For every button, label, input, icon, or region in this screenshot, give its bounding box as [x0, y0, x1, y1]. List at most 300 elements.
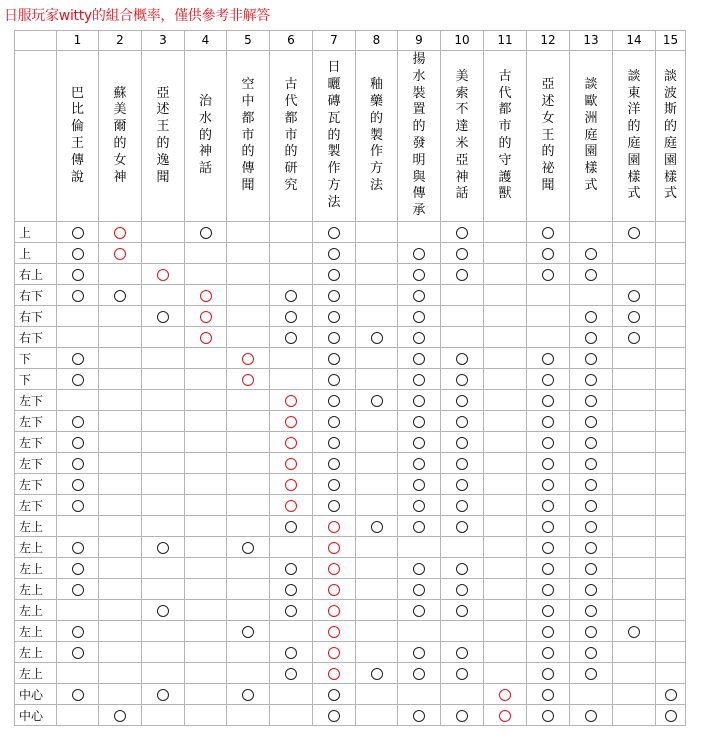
table-cell [570, 600, 613, 621]
circle-icon [72, 353, 84, 365]
circle-icon [456, 437, 468, 449]
table-cell [142, 600, 185, 621]
table-cell [142, 390, 185, 411]
table-cell [99, 411, 142, 432]
table-cell [270, 369, 313, 390]
row-label: 下 [15, 369, 57, 390]
table-cell [142, 327, 185, 348]
table-cell [227, 579, 270, 600]
column-number: 9 [398, 31, 441, 51]
column-number: 12 [527, 31, 570, 51]
table-cell [270, 684, 313, 705]
circle-icon [328, 689, 340, 701]
table-cell [398, 516, 441, 537]
table-cell [613, 579, 656, 600]
table-cell [313, 369, 356, 390]
table-cell [185, 327, 227, 348]
table-cell [57, 285, 99, 306]
column-name-text: 日曬磚瓦的製作方法 [327, 60, 341, 210]
circle-icon [371, 521, 383, 533]
table-cell [185, 264, 227, 285]
table-cell [484, 285, 527, 306]
table-cell [227, 348, 270, 369]
table-cell [527, 243, 570, 264]
table-cell [356, 537, 398, 558]
circle-icon [157, 605, 169, 617]
column-name-row [15, 51, 686, 222]
table-cell [441, 285, 484, 306]
table-cell [313, 243, 356, 264]
table-cell [527, 684, 570, 705]
column-name [185, 51, 227, 222]
table-cell [613, 348, 656, 369]
circle-icon [328, 500, 340, 512]
circle-icon [328, 353, 340, 365]
table-cell [613, 642, 656, 663]
circle-icon [413, 269, 425, 281]
column-name-text: 蘇美爾的女神 [113, 85, 127, 185]
table-cell [142, 516, 185, 537]
circle-icon [371, 395, 383, 407]
circle-icon [328, 248, 340, 260]
column-name-text: 亞述女王的祕聞 [541, 77, 555, 193]
table-cell [313, 600, 356, 621]
table-cell [570, 684, 613, 705]
table-row [15, 579, 686, 600]
table-cell [484, 432, 527, 453]
circle-icon [371, 332, 383, 344]
table-cell [270, 705, 313, 726]
table-cell [613, 390, 656, 411]
table-cell [441, 558, 484, 579]
table-cell [270, 285, 313, 306]
table-cell [313, 222, 356, 243]
circle-icon [413, 479, 425, 491]
table-cell [313, 663, 356, 684]
circle-icon [200, 227, 212, 239]
column-name [484, 51, 527, 222]
table-cell [57, 243, 99, 264]
table-cell [570, 621, 613, 642]
page-title: 日服玩家witty的組合概率，僅供參考非解答 [4, 8, 271, 24]
table-cell [656, 390, 686, 411]
circle-icon [542, 584, 554, 596]
circle-icon [328, 416, 340, 428]
circle-icon [456, 248, 468, 260]
table-cell [99, 327, 142, 348]
table-cell [484, 453, 527, 474]
table-cell [270, 621, 313, 642]
table-cell [356, 264, 398, 285]
table-cell [613, 327, 656, 348]
row-label: 左上 [15, 663, 57, 684]
circle-icon [413, 500, 425, 512]
table-cell [57, 516, 99, 537]
table-cell [441, 222, 484, 243]
table-cell [527, 621, 570, 642]
table-cell [656, 285, 686, 306]
table-cell [356, 432, 398, 453]
table-cell [313, 579, 356, 600]
table-cell [656, 243, 686, 264]
circle-icon [72, 227, 84, 239]
circle-icon [585, 374, 597, 386]
table-cell [613, 453, 656, 474]
red-circle-icon [328, 584, 340, 596]
table-cell [527, 285, 570, 306]
column-number: 5 [227, 31, 270, 51]
table-cell [57, 369, 99, 390]
table-row [15, 432, 686, 453]
table-cell [656, 432, 686, 453]
circle-icon [542, 395, 554, 407]
table-cell [441, 705, 484, 726]
row-label: 上 [15, 243, 57, 264]
table-cell [398, 495, 441, 516]
table-cell [398, 642, 441, 663]
table-cell [484, 642, 527, 663]
circle-icon [413, 458, 425, 470]
circle-icon [328, 311, 340, 323]
red-circle-icon [157, 269, 169, 281]
table-cell [356, 558, 398, 579]
circle-icon [585, 605, 597, 617]
table-cell [185, 411, 227, 432]
column-name [613, 51, 656, 222]
circle-icon [542, 710, 554, 722]
table-cell [270, 390, 313, 411]
table-cell [99, 432, 142, 453]
table-cell [656, 600, 686, 621]
circle-icon [542, 227, 554, 239]
circle-icon [542, 416, 554, 428]
circle-icon [628, 227, 640, 239]
column-name-text: 談波斯的庭園樣式 [663, 68, 677, 202]
table-cell [57, 432, 99, 453]
table-cell [527, 663, 570, 684]
circle-icon [585, 584, 597, 596]
table-cell [527, 306, 570, 327]
red-circle-icon [328, 563, 340, 575]
row-label: 右下 [15, 285, 57, 306]
table-cell [99, 264, 142, 285]
circle-icon [285, 290, 297, 302]
circle-icon [328, 437, 340, 449]
table-cell [356, 600, 398, 621]
table-cell [441, 474, 484, 495]
circle-icon [72, 437, 84, 449]
table-cell [313, 348, 356, 369]
table-cell [99, 390, 142, 411]
table-cell [613, 243, 656, 264]
table-row [15, 474, 686, 495]
column-number: 1 [57, 31, 99, 51]
column-name [656, 51, 686, 222]
circle-icon [413, 353, 425, 365]
table-cell [270, 243, 313, 264]
table-cell [527, 558, 570, 579]
circle-icon [456, 521, 468, 533]
table-cell [99, 306, 142, 327]
table-cell [613, 222, 656, 243]
table-cell [185, 537, 227, 558]
circle-icon [456, 584, 468, 596]
table-cell [398, 705, 441, 726]
table-cell [656, 579, 686, 600]
table-cell [142, 579, 185, 600]
table-cell [656, 621, 686, 642]
table-cell [313, 285, 356, 306]
circle-icon [285, 647, 297, 659]
table-cell [656, 495, 686, 516]
column-number: 8 [356, 31, 398, 51]
table-cell [185, 579, 227, 600]
table-cell [484, 474, 527, 495]
circle-icon [72, 248, 84, 260]
table-cell [356, 327, 398, 348]
table-cell [441, 348, 484, 369]
table-cell [99, 222, 142, 243]
column-number: 13 [570, 31, 613, 51]
circle-icon [157, 542, 169, 554]
circle-icon [413, 395, 425, 407]
table-cell [527, 432, 570, 453]
circle-icon [72, 416, 84, 428]
table-cell [142, 558, 185, 579]
table-cell [227, 684, 270, 705]
circle-icon [242, 542, 254, 554]
circle-icon [542, 563, 554, 575]
table-cell [356, 453, 398, 474]
circle-icon [542, 353, 554, 365]
table-cell [185, 306, 227, 327]
table-cell [398, 390, 441, 411]
table-cell [185, 684, 227, 705]
table-cell [185, 621, 227, 642]
circle-icon [157, 311, 169, 323]
table-cell [527, 495, 570, 516]
row-label: 右下 [15, 327, 57, 348]
circle-icon [413, 416, 425, 428]
column-number: 11 [484, 31, 527, 51]
table-cell [484, 306, 527, 327]
column-name-text: 巴比倫王傳說 [70, 85, 84, 185]
circle-icon [665, 689, 677, 701]
circle-icon [585, 332, 597, 344]
table-cell [398, 684, 441, 705]
column-name-text: 治水的神話 [198, 94, 212, 177]
circle-icon [542, 479, 554, 491]
table-cell [185, 495, 227, 516]
table-cell [99, 348, 142, 369]
table-cell [270, 600, 313, 621]
circle-icon [585, 248, 597, 260]
column-number: 7 [313, 31, 356, 51]
circle-icon [285, 668, 297, 680]
table-cell [613, 600, 656, 621]
circle-icon [72, 542, 84, 554]
circle-icon [456, 416, 468, 428]
circle-icon [72, 458, 84, 470]
circle-icon [542, 458, 554, 470]
table-cell [441, 390, 484, 411]
table-cell [185, 432, 227, 453]
circle-icon [72, 584, 84, 596]
table-cell [227, 642, 270, 663]
circle-icon [585, 437, 597, 449]
table-cell [613, 474, 656, 495]
table-cell [356, 621, 398, 642]
table-cell [613, 621, 656, 642]
table-row [15, 537, 686, 558]
circle-icon [542, 668, 554, 680]
red-circle-icon [285, 458, 297, 470]
table-cell [185, 453, 227, 474]
table-cell [185, 642, 227, 663]
table-cell [527, 642, 570, 663]
table-cell [484, 684, 527, 705]
red-circle-icon [285, 416, 297, 428]
table-cell [313, 495, 356, 516]
circle-icon [542, 500, 554, 512]
table-row [15, 663, 686, 684]
circle-icon [413, 311, 425, 323]
table-cell [313, 474, 356, 495]
table-cell [570, 663, 613, 684]
column-name-text: 美索不達米亞神話 [455, 68, 469, 202]
table-cell [270, 432, 313, 453]
table-cell [227, 222, 270, 243]
table-cell [570, 579, 613, 600]
red-circle-icon [242, 353, 254, 365]
table-cell [570, 642, 613, 663]
table-cell [527, 579, 570, 600]
table-cell [527, 264, 570, 285]
table-cell [613, 306, 656, 327]
table-cell [227, 495, 270, 516]
column-name-text: 古代都市的研究 [284, 77, 298, 193]
table-cell [398, 348, 441, 369]
circle-icon [72, 626, 84, 638]
table-cell [656, 453, 686, 474]
table-cell [570, 558, 613, 579]
table-cell [484, 264, 527, 285]
table-cell [484, 411, 527, 432]
table-cell [142, 684, 185, 705]
table-cell [656, 537, 686, 558]
table-cell [227, 285, 270, 306]
column-name-text: 亞述王的逸聞 [156, 85, 170, 185]
table-cell [185, 390, 227, 411]
table-cell [99, 495, 142, 516]
table-cell [570, 285, 613, 306]
red-circle-icon [200, 290, 212, 302]
table-cell [527, 705, 570, 726]
column-name [356, 51, 398, 222]
table-cell [613, 663, 656, 684]
column-name [570, 51, 613, 222]
table-cell [313, 264, 356, 285]
table-cell [356, 390, 398, 411]
circle-icon [456, 395, 468, 407]
row-label: 左上 [15, 537, 57, 558]
table-cell [356, 348, 398, 369]
table-cell [227, 327, 270, 348]
circle-icon [456, 353, 468, 365]
table-cell [227, 663, 270, 684]
table-cell [313, 537, 356, 558]
table-cell [313, 453, 356, 474]
table-cell [484, 558, 527, 579]
row-label: 上 [15, 222, 57, 243]
table-cell [570, 264, 613, 285]
table-cell [398, 453, 441, 474]
table-cell [484, 516, 527, 537]
red-circle-icon [200, 332, 212, 344]
circle-icon [413, 290, 425, 302]
table-cell [57, 474, 99, 495]
table-cell [57, 264, 99, 285]
circle-icon [456, 563, 468, 575]
circle-icon [72, 374, 84, 386]
corner-cell [15, 31, 57, 51]
table-cell [613, 369, 656, 390]
table-row [15, 327, 686, 348]
circle-icon [542, 626, 554, 638]
table-cell [356, 369, 398, 390]
circle-icon [585, 269, 597, 281]
table-cell [484, 327, 527, 348]
table-cell [99, 516, 142, 537]
table-row [15, 369, 686, 390]
table-cell [57, 495, 99, 516]
table-cell [484, 348, 527, 369]
table-cell [142, 621, 185, 642]
circle-icon [413, 668, 425, 680]
table-cell [613, 558, 656, 579]
table-cell [570, 306, 613, 327]
circle-icon [371, 668, 383, 680]
table-cell [227, 537, 270, 558]
row-label: 左下 [15, 495, 57, 516]
table-cell [313, 411, 356, 432]
circle-icon [585, 563, 597, 575]
table-cell [227, 558, 270, 579]
table-cell [656, 222, 686, 243]
red-circle-icon [328, 668, 340, 680]
circle-icon [456, 668, 468, 680]
circle-icon [328, 290, 340, 302]
table-cell [99, 600, 142, 621]
table-cell [656, 348, 686, 369]
table-cell [99, 579, 142, 600]
red-circle-icon [328, 521, 340, 533]
column-number: 4 [185, 31, 227, 51]
table-row [15, 264, 686, 285]
column-number: 14 [613, 31, 656, 51]
red-circle-icon [114, 248, 126, 260]
table-cell [527, 600, 570, 621]
table-cell [441, 369, 484, 390]
table-cell [656, 474, 686, 495]
red-circle-icon [200, 311, 212, 323]
circle-icon [413, 584, 425, 596]
table-cell [142, 432, 185, 453]
table-cell [313, 642, 356, 663]
table-cell [227, 621, 270, 642]
table-cell [356, 495, 398, 516]
table-cell [313, 705, 356, 726]
